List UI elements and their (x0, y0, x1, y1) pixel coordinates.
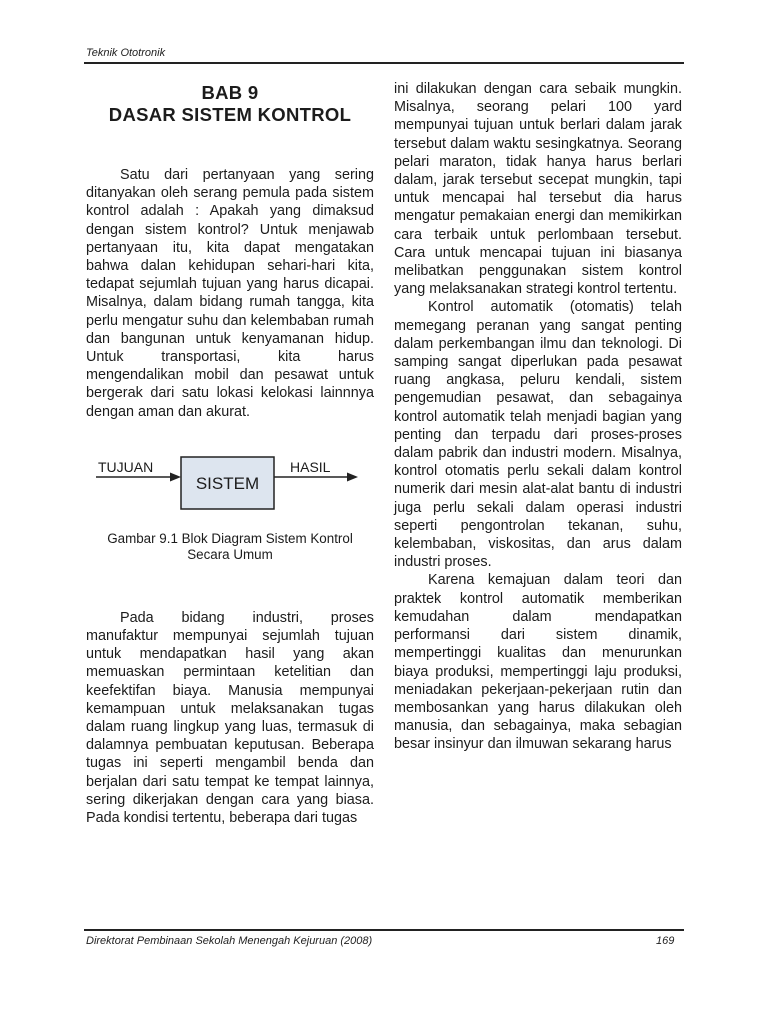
caption-line-1: Gambar 9.1 Blok Diagram Sistem Kontrol (107, 530, 353, 546)
industry-paragraph: Pada bidang industri, proses manufaktur mempunyai sejumlah tujuan untuk mendapatkan hasil yang akan memuaskan permintaan ketelitian dan keefektifan biaya. Manusia mempunyai kemampuan untuk melaksanakan tugas dalam ruang lingkup yang luas, termasuk di dalamnya pembuatan keputusan. Beberapa tugas ini seperti mengambil benda dan berjalan dari satu tempat ke tempat lainnya, sering dikerjakan dengan cara yang biasa. Pada kondisi tertentu, beberapa dari tugas (86, 609, 374, 827)
intro-paragraph: Satu dari pertanyaan yang sering ditanyakan oleh serang pemula pada sistem kontrol adalah : Apakah yang dimaksud dengan sistem kontrol? Untuk menjawab pertanyaan itu, kita dapat mengatakan bahwa dalan kehidupan sehari-hari kita, tedapat sejumlah tujuan yang harus dicapai. Misalnya, dalam bidang rumah tangga, kita perlu mengatur suhu dan kelembaban rumah dan bangunan untuk kenyamanan hidup. Untuk transportasi, kita harus mengendalikan mobil dan pesawat untuk bergerak dari satu lokasi kelokasi lainnnya dengan aman dan akurat. (86, 167, 374, 420)
output-label: HASIL (290, 458, 331, 475)
block-diagram (86, 439, 374, 519)
input-arrowhead (170, 472, 181, 481)
automatic-control-paragraph: Kontrol automatik (otomatis) telah memegang peranan yang sangat penting dalam perkembangan ilmu dan teknologi. Di samping sangat diperlukan pada pesawat ruang angkasa, peluru kendali, sistem pengemudian pesawat, dan sebagainya kontrol automatik telah menjadi bagian yang penting dan terpadu dari proses-proses dalam pabrik dan industri modern. Misalnya, kontrol otomatis perlu sekali dalam kontrol numerik dari mesin alat-alat bantu di industri juga perlu sekali dalam operasi industri seperti pengontrolan tekanan, suhu, kelembaban, viskositas, dan arus dalam industri proses. (394, 299, 682, 571)
input-label: TUJUAN (98, 458, 154, 475)
figure-caption (86, 531, 374, 563)
block-diagram-svg (86, 439, 374, 519)
chapter-heading (86, 82, 374, 126)
running-header: Teknik Ototronik (86, 47, 166, 59)
right-column (394, 80, 682, 754)
continued-paragraph: ini dilakukan dengan cara sebaik mungkin. Misalnya, seorang pelari 100 yard mempunyai tujuan untuk berlari dalam jarak tersebut dalam waktu sesingkatnya. Seorang pelari maraton, tidak hanya harus berlari dalam, jarak tersebut secepat mungkin, tapi untuk mencapai hal tersebut dia harus mengatur pemakaian energi dan memikirkan cara terbaik untuk perlombaan tersebut. Cara untuk mencapai tujuan ini biasanya melibatkan penggunakan sistem kontrol yang melaksanakan strategi kontrol tertentu. (394, 81, 682, 298)
footer-publisher: Direktorat Pembinaan Sekolah Menengah Kejuruan (2008) (86, 935, 373, 947)
left-column (86, 82, 374, 827)
progress-paragraph: Karena kemajuan dalam teori dan praktek kontrol automatik memberikan kemudahan dalam mendapatkan performansi dari sistem dinamik, mempertinggi kualitas dan menurunkan biaya produksi, mempertinggi laju produksi, meniadakan pekerjaan-pekerjaan rutin dan membosankan yang harus dilakukan oleh manusia, dan sebagainya, maka sebagian besar insinyur dan ilmuwan sekarang harus (394, 572, 682, 753)
chapter-number: BAB 9 (201, 82, 259, 103)
footer-rule (84, 929, 684, 931)
header-rule (84, 62, 684, 64)
chapter-title: DASAR SISTEM KONTROL (108, 104, 352, 125)
caption-line-2: Secara Umum (187, 546, 273, 562)
page-number: 169 (656, 935, 675, 947)
system-label: SISTEM (195, 473, 260, 493)
output-arrowhead (347, 472, 358, 481)
